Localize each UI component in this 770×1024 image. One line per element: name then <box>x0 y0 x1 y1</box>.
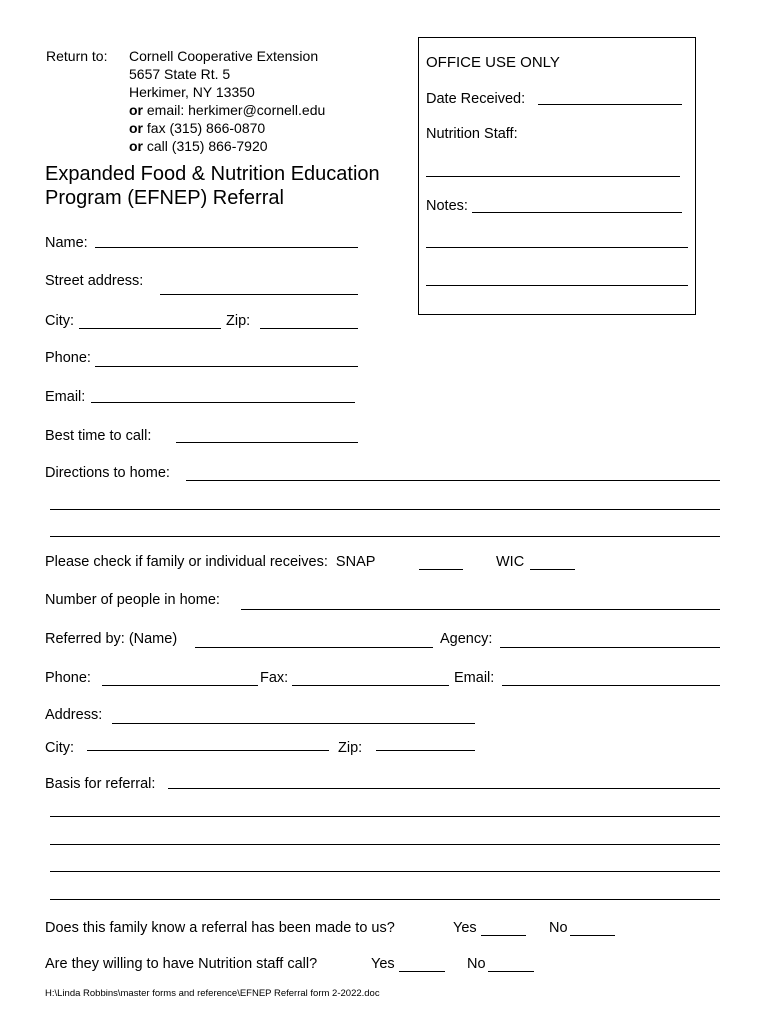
referral-known-question: Does this family know a referral has been made to us? <box>45 920 395 936</box>
staff-call-no-label: No <box>467 956 486 972</box>
nutrition-staff-label: Nutrition Staff: <box>426 126 518 142</box>
referrer-zip-field[interactable] <box>376 750 475 751</box>
staff-call-yes-checkbox[interactable] <box>399 971 445 972</box>
referrer-city-field[interactable] <box>87 750 329 751</box>
basis-field[interactable] <box>168 788 720 789</box>
referrer-phone-field[interactable] <box>102 685 258 686</box>
form-title-line1: Expanded Food & Nutrition Education <box>45 163 380 185</box>
referral-known-yes-label: Yes <box>453 920 477 936</box>
directions-label: Directions to home: <box>45 465 170 481</box>
email-field[interactable] <box>91 402 355 403</box>
office-notes-label: Notes: <box>426 198 468 214</box>
date-received-label: Date Received: <box>426 91 526 107</box>
return-email-line <box>129 101 325 119</box>
name-field[interactable] <box>95 247 358 248</box>
office-use-heading: OFFICE USE ONLY <box>426 54 560 71</box>
basis-field[interactable] <box>50 844 720 845</box>
wic-checkbox[interactable] <box>530 569 575 570</box>
return-to-label: Return to: <box>46 48 108 64</box>
date-received-field[interactable] <box>538 104 682 105</box>
staff-call-no-checkbox[interactable] <box>488 971 534 972</box>
referred-by-field[interactable] <box>195 647 433 648</box>
referrer-fax-label: Fax: <box>260 670 289 686</box>
return-street: 5657 State Rt. 5 <box>129 66 231 82</box>
return-email: email: herkimer@cornell.edu <box>143 102 326 118</box>
or-word: or <box>129 102 143 118</box>
or-word: or <box>129 138 143 154</box>
form-title-line2: Program (EFNEP) Referral <box>45 187 284 209</box>
benefits-label: Please check if family or individual receives: SNAP <box>45 554 376 570</box>
city-field[interactable] <box>79 328 221 329</box>
return-org: Cornell Cooperative Extension <box>129 48 319 64</box>
referrer-city-label: City: <box>45 740 74 756</box>
street-address-field[interactable] <box>160 294 358 295</box>
agency-label: Agency: <box>440 631 493 647</box>
best-time-field[interactable] <box>176 442 358 443</box>
office-notes-field[interactable] <box>472 212 682 213</box>
best-time-label: Best time to call: <box>45 428 152 444</box>
referrer-zip-label: Zip: <box>338 740 363 756</box>
basis-field[interactable] <box>50 816 720 817</box>
basis-field[interactable] <box>50 899 720 900</box>
phone-label: Phone: <box>45 350 91 366</box>
referrer-fax-field[interactable] <box>292 685 449 686</box>
referrer-email-field[interactable] <box>502 685 720 686</box>
people-in-home-label: Number of people in home: <box>45 592 220 608</box>
street-address-label: Street address: <box>45 273 144 289</box>
referral-known-no-checkbox[interactable] <box>570 935 615 936</box>
directions-field[interactable] <box>186 480 720 481</box>
referrer-address-field[interactable] <box>112 723 475 724</box>
referrer-address-label: Address: <box>45 707 103 723</box>
office-notes-field[interactable] <box>426 285 688 286</box>
return-call: call (315) 866-7920 <box>143 138 268 154</box>
zip-label: Zip: <box>226 313 251 329</box>
return-call-line <box>129 137 325 155</box>
referral-known-yes-checkbox[interactable] <box>481 935 526 936</box>
return-city: Herkimer, NY 13350 <box>129 84 255 100</box>
referred-by-label: Referred by: (Name) <box>45 631 178 647</box>
zip-field[interactable] <box>260 328 358 329</box>
nutrition-staff-field[interactable] <box>426 176 680 177</box>
email-label: Email: <box>45 389 86 405</box>
return-fax: fax (315) 866-0870 <box>143 120 266 136</box>
or-word: or <box>129 120 143 136</box>
return-address-block <box>129 47 325 155</box>
staff-call-question: Are they willing to have Nutrition staff call? <box>45 956 318 972</box>
people-in-home-field[interactable] <box>241 609 720 610</box>
staff-call-yes-label: Yes <box>371 956 395 972</box>
snap-checkbox[interactable] <box>419 569 463 570</box>
referrer-phone-label: Phone: <box>45 670 91 686</box>
name-label: Name: <box>45 235 88 251</box>
return-fax-line <box>129 119 325 137</box>
referrer-email-label: Email: <box>454 670 495 686</box>
wic-label: WIC <box>496 554 525 570</box>
file-path-footer: H:\Linda Robbins\master forms and reference\EFNEP Referral form 2-2022.doc <box>45 988 380 999</box>
directions-field[interactable] <box>50 536 720 537</box>
phone-field[interactable] <box>95 366 358 367</box>
city-label: City: <box>45 313 74 329</box>
agency-field[interactable] <box>500 647 720 648</box>
office-notes-field[interactable] <box>426 247 688 248</box>
referral-known-no-label: No <box>549 920 568 936</box>
basis-field[interactable] <box>50 871 720 872</box>
basis-label: Basis for referral: <box>45 776 156 792</box>
directions-field[interactable] <box>50 509 720 510</box>
